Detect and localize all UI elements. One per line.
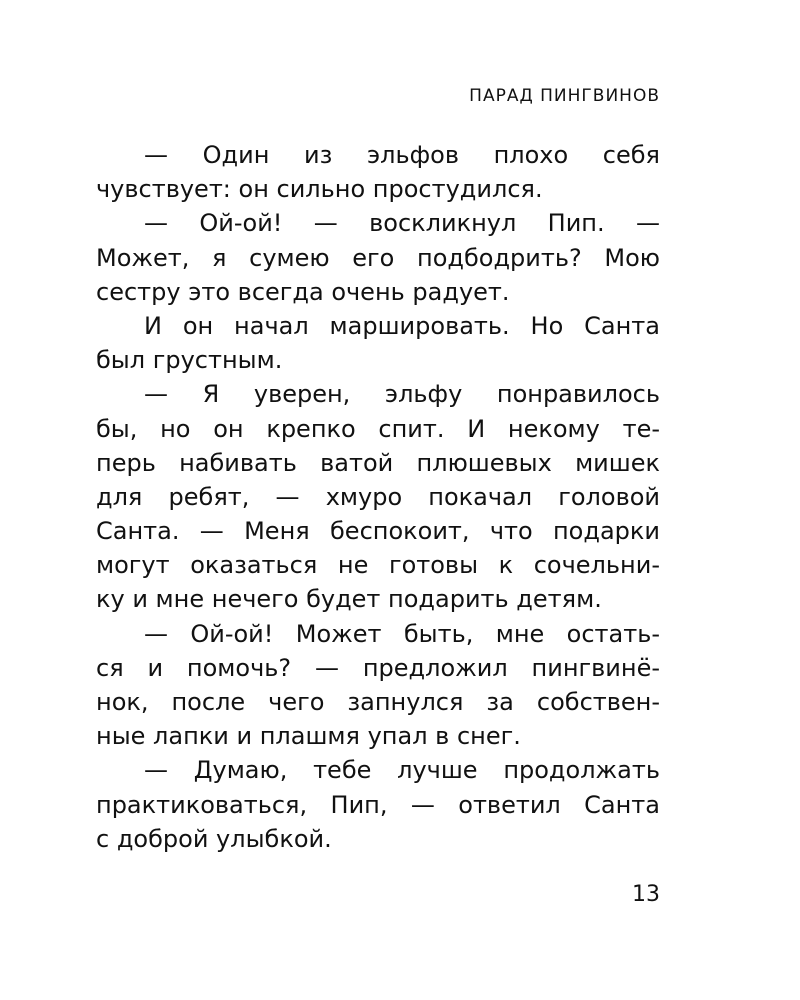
page-number: 13 [632, 882, 660, 907]
text-line: с доброй улыбкой. [96, 824, 332, 853]
text-line: могут оказаться не готовы к сочельни- [96, 551, 660, 580]
text-line: ку и мне нечего будет подарить детям. [96, 585, 602, 614]
text-line: ся и помочь? — предложил пингвинё- [96, 653, 660, 682]
text-line: — Думаю, тебе лучше продолжать [144, 756, 660, 785]
running-head: ПАРАД ПИНГВИНОВ [469, 86, 660, 106]
text-line: — Ой-ой! — воскликнул Пип. — [144, 209, 660, 238]
text-line: И он начал маршировать. Но Санта [144, 311, 660, 340]
text-line: для ребят, — хмуро покачал головой [96, 482, 660, 511]
text-line: перь набивать ватой плюшевых мишек [96, 448, 660, 477]
text-line: бы, но он крепко спит. И некому те- [96, 414, 660, 443]
text-line: ные лапки и плашмя упал в снег. [96, 722, 521, 751]
body-text [96, 138, 660, 856]
text-line: сестру это всегда очень радует. [96, 277, 510, 306]
text-line: — Один из эльфов плохо себя [144, 141, 660, 169]
text-line: был грустным. [96, 346, 283, 375]
text-line: Санта. — Меня беспокоит, что подарки [96, 517, 660, 546]
text-line: нок, после чего запнулся за собствен- [96, 688, 660, 716]
text-line: — Ой-ой! Может быть, мне остать- [144, 619, 660, 648]
text-line: — Я уверен, эльфу понравилось [144, 380, 660, 409]
text-line: Может, я сумею его подбодрить? Мою [96, 243, 660, 272]
text-line: чувствует: он сильно простудился. [96, 175, 543, 204]
text-line: практиковаться, Пип, — ответил Санта [96, 790, 660, 819]
